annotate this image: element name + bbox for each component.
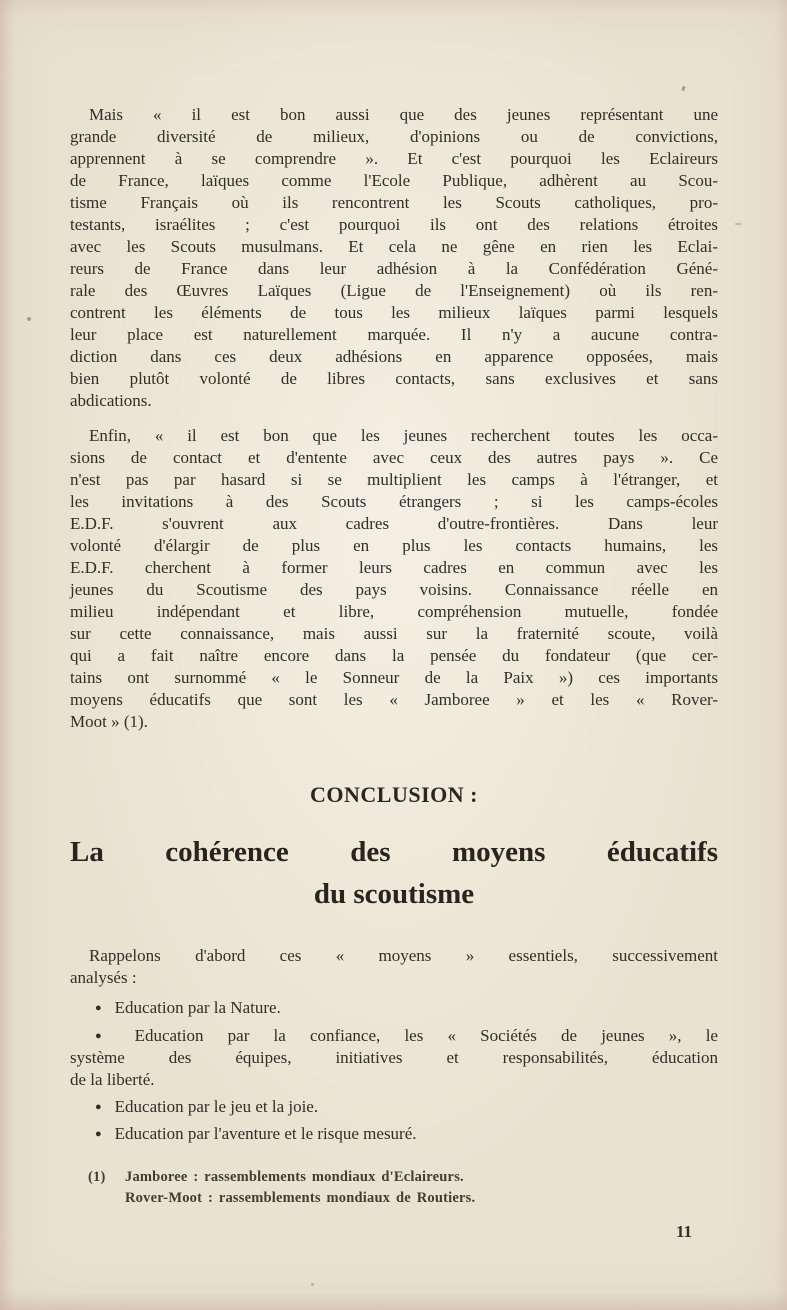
- bullet-icon: ●: [95, 1101, 102, 1113]
- text-line: moyens éducatifs que sont les « Jamboree » et les « Rover-: [70, 690, 718, 709]
- text-line: E.D.F. s'ouvrent aux cadres d'outre-frontières. Dans leur: [70, 514, 718, 533]
- text-line: avec les Scouts musulmans. Et cela ne gêne en rien les Eclai-: [70, 237, 718, 256]
- text-line: milieu indépendant et libre, compréhension mutuelle, fondée: [70, 602, 718, 621]
- text-line: analysés :: [70, 968, 137, 987]
- text-line: du scoutisme: [313, 878, 475, 910]
- text-line: apprennent à se comprendre ». Et c'est pourquoi les Eclaireurs: [70, 149, 718, 168]
- text-line: ● Education par le jeu et la joie.: [95, 1097, 319, 1116]
- bullet-item-confiance: [70, 1025, 718, 1091]
- bullet-item-nature: [70, 997, 718, 1019]
- text-line: système des équipes, initiatives et responsabilités, éducation: [70, 1048, 718, 1067]
- body-paragraph-2: [70, 425, 718, 733]
- text-line: volonté d'élargir de plus en plus les contacts humains, les: [70, 536, 718, 555]
- conclusion-kicker: CONCLUSION :: [310, 782, 478, 807]
- text-line: contrent les éléments de tous les milieux laïques parmi lesquels: [70, 303, 718, 322]
- text-line: de la liberté.: [70, 1070, 155, 1089]
- text-line: Rover-Moot : rassemblements mondiaux de Routiers.: [125, 1190, 476, 1206]
- text-line: qui a fait naître encore dans la pensée du fondateur (que cer-: [70, 646, 718, 665]
- paper-speck: [27, 317, 31, 321]
- bullet-item-jeu: [70, 1096, 718, 1118]
- recap-bullet-list: [70, 997, 718, 1145]
- text-line: grande diversité de milieux, d'opinions ou de convictions,: [70, 127, 718, 146]
- paper-speck: [311, 1283, 314, 1286]
- bullet-icon: ●: [95, 1002, 102, 1014]
- text-line: reurs de France dans leur adhésion à la Confédération Géné-: [70, 259, 718, 278]
- text-line: tains ont surnommé « le Sonneur de la Paix ») ces importants: [70, 668, 718, 687]
- page-number: 11: [675, 1222, 692, 1241]
- text-line: La cohérence des moyens éducatifs: [70, 836, 718, 868]
- text-line: ● Education par la confiance, les « Sociétés de jeunes », le: [95, 1026, 718, 1045]
- text-line: bien plutôt volonté de libres contacts, sans exclusives et sans: [70, 369, 718, 388]
- text-line: abdications.: [70, 391, 152, 410]
- text-line: testants, israélites ; c'est pourquoi ils ont des relations étroites: [70, 215, 718, 234]
- body-paragraph-1: [70, 104, 718, 412]
- text-line: de France, laïques comme l'Ecole Publique, adhèrent au Scou-: [70, 171, 718, 190]
- text-line: Rappelons d'abord ces « moyens » essentiels, successivement: [89, 946, 718, 965]
- footnote: [88, 1167, 718, 1209]
- text-line: ● Education par l'aventure et le risque mesuré.: [95, 1124, 417, 1143]
- bullet-icon: ●: [95, 1128, 102, 1140]
- footnote-marker: (1): [88, 1169, 106, 1185]
- footnote-lines: [125, 1167, 718, 1209]
- text-line: E.D.F. cherchent à former leurs cadres en commun avec les: [70, 558, 718, 577]
- text-line: Jamboree : rassemblements mondiaux d'Eclaireurs.: [125, 1169, 464, 1185]
- text-line: leur place est naturellement marquée. Il n'y a aucune contra-: [70, 325, 718, 344]
- text-line: Mais « il est bon aussi que des jeunes représentant une: [89, 105, 718, 124]
- text-line: tisme Français où ils rencontrent les Scouts catholiques, pro-: [70, 193, 718, 212]
- text-line: jeunes du Scoutisme des pays voisins. Connaissance réelle en: [70, 580, 718, 599]
- text-line: diction dans ces deux adhésions en apparence opposées, mais: [70, 347, 718, 366]
- paper-speck: [735, 223, 741, 225]
- text-line: sur cette connaissance, mais aussi sur la fraternité scoute, voilà: [70, 624, 718, 643]
- bullet-item-aventure: [70, 1123, 718, 1145]
- text-line: ● Education par la Nature.: [95, 998, 281, 1017]
- bullet-icon: ●: [95, 1030, 122, 1042]
- text-line: sions de contact et d'entente avec ceux des autres pays ». Ce: [70, 448, 718, 467]
- text-line: les invitations à des Scouts étrangers ; si les camps-écoles: [70, 492, 718, 511]
- chapter-title: [70, 831, 718, 915]
- recap-intro: [70, 945, 718, 989]
- text-line: Enfin, « il est bon que les jeunes recherchent toutes les occa-: [89, 426, 718, 445]
- text-line: Moot » (1).: [70, 712, 148, 731]
- text-line: n'est pas par hasard si se multiplient les camps à l'étranger, et: [70, 470, 718, 489]
- text-line: rale des Œuvres Laïques (Ligue de l'Enseignement) où ils ren-: [70, 281, 718, 300]
